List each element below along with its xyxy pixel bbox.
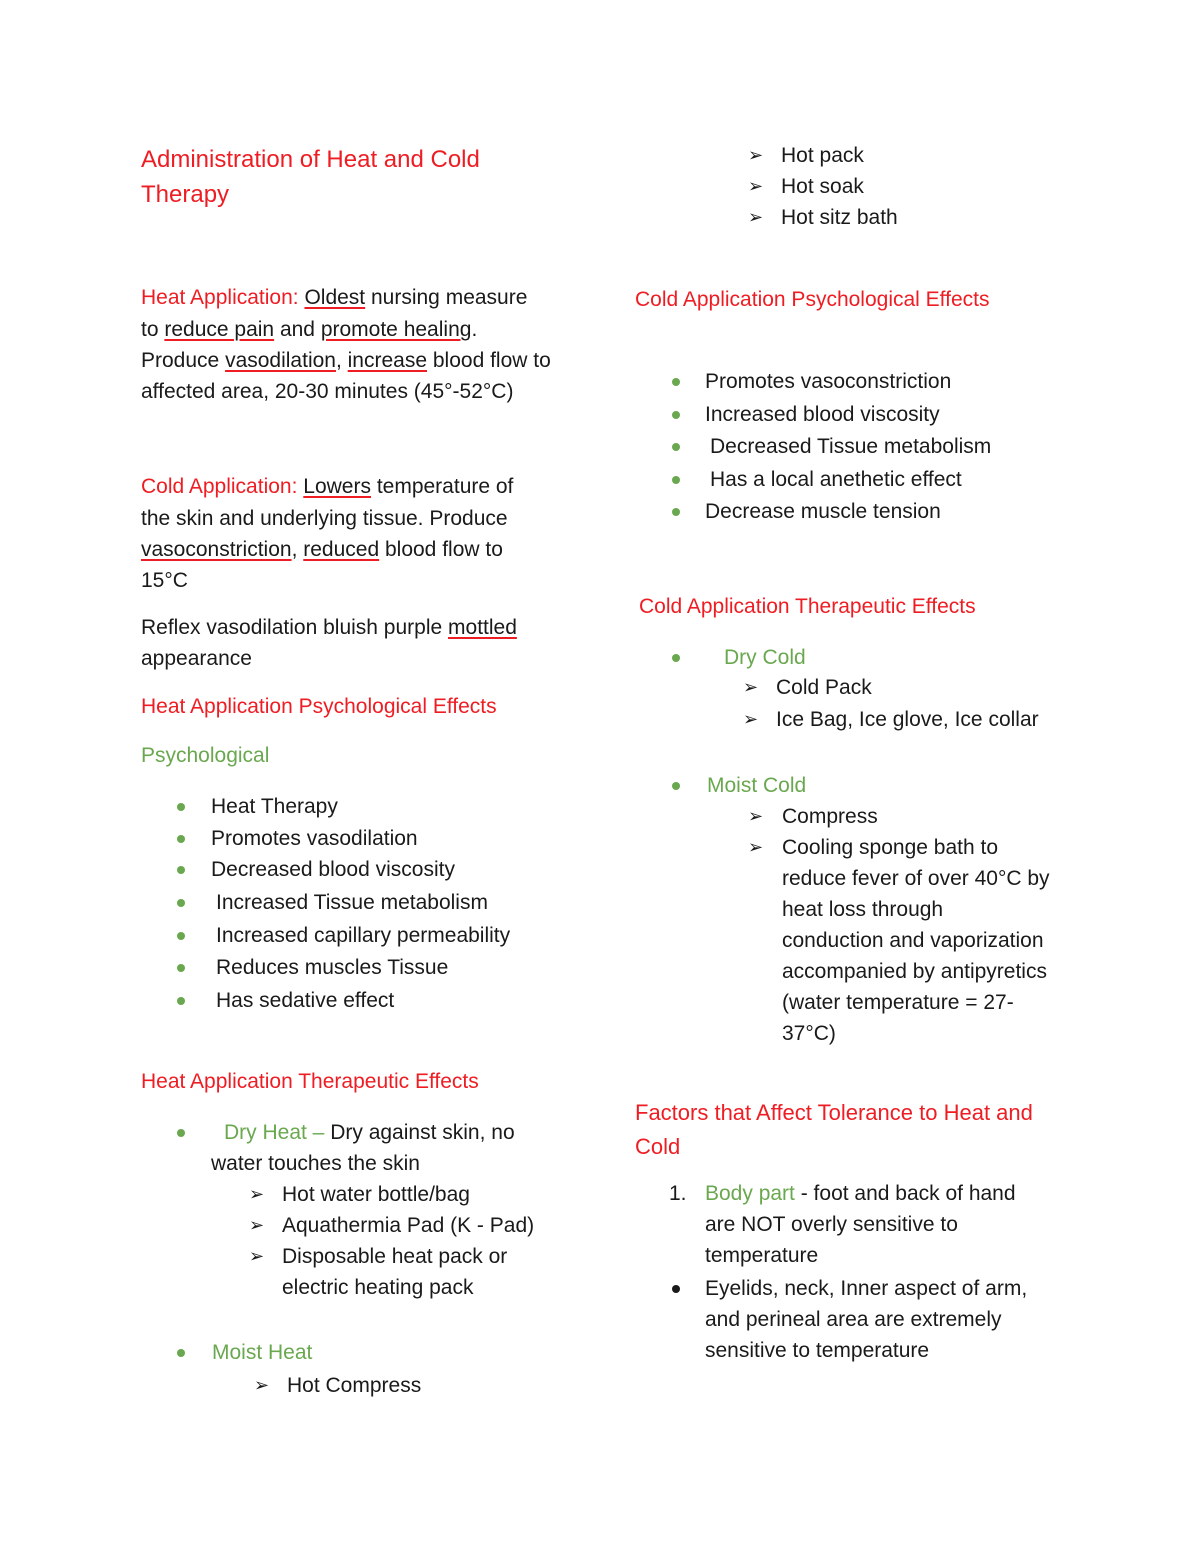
- section-heading: Factors that Affect Tolerance to Heat and: [635, 1100, 1033, 1125]
- section-heading: Heat Application Psychological Effects: [141, 695, 497, 718]
- sub-list-item-continuation: reduce fever of over 40°C by: [782, 867, 1050, 890]
- bullet-icon: [672, 508, 680, 516]
- text: blood flow to: [379, 538, 503, 561]
- arrow-bullet-icon: ➢: [748, 176, 764, 196]
- arrow-bullet-icon: ➢: [249, 1246, 265, 1266]
- sub-list-item: Hot pack: [781, 144, 864, 167]
- paragraph-line: affected area, 20-30 minutes (45°-52°C): [141, 380, 514, 403]
- cold-application-label: Cold Application:: [141, 475, 298, 498]
- bullet-icon: [672, 476, 680, 484]
- list-item: Increased blood viscosity: [705, 403, 940, 426]
- text: ,: [291, 538, 304, 561]
- text: Produce: [141, 349, 226, 372]
- bullet-icon: [177, 932, 185, 940]
- list-item: [224, 1117, 515, 1148]
- list-item-continuation: sensitive to temperature: [705, 1339, 930, 1362]
- list-item-continuation: are NOT overly sensitive to: [705, 1213, 958, 1236]
- bullet-icon: [672, 1285, 680, 1293]
- sub-list-item: Disposable heat pack or: [282, 1245, 508, 1268]
- sub-list-item-continuation: heat loss through: [782, 898, 944, 921]
- bullet-icon: [672, 443, 680, 451]
- sub-list-item-continuation: (water temperature = 27-: [782, 991, 1014, 1014]
- section-heading: Heat Application Therapeutic Effects: [141, 1070, 479, 1093]
- arrow-bullet-icon: ➢: [254, 1375, 270, 1395]
- sub-list-item-continuation: conduction and vaporization: [782, 929, 1044, 952]
- text: Dry against skin, no: [330, 1121, 515, 1144]
- paragraph-line: [141, 612, 517, 643]
- list-item: Increased capillary permeability: [216, 924, 511, 947]
- bullet-icon: [177, 803, 185, 811]
- section-heading: Cold Application Therapeutic Effects: [639, 595, 976, 618]
- text: - foot and back of hand: [794, 1182, 1016, 1205]
- list-item: Promotes vasoconstriction: [705, 370, 952, 393]
- list-item: [705, 1178, 1016, 1209]
- text: temperature of: [370, 475, 514, 498]
- list-item: Increased Tissue metabolism: [216, 891, 488, 914]
- list-item: Has a local anethetic effect: [710, 468, 962, 491]
- bullet-icon: [177, 964, 185, 972]
- paragraph-line: [141, 345, 551, 376]
- sub-list-item: Hot Compress: [287, 1374, 422, 1397]
- section-heading: Cold Application Psychological Effects: [635, 288, 990, 311]
- paragraph-line: [141, 471, 513, 502]
- sub-list-item: Hot sitz bath: [781, 206, 898, 229]
- sub-list-item: Hot soak: [781, 175, 864, 198]
- text: blood flow to: [427, 349, 551, 372]
- list-item-continuation: temperature: [705, 1244, 819, 1267]
- arrow-bullet-icon: ➢: [748, 806, 764, 826]
- bullet-icon: [672, 378, 680, 386]
- arrow-bullet-icon: ➢: [743, 709, 759, 729]
- moist-heat-label: Moist Heat: [212, 1341, 313, 1364]
- bullet-icon: [177, 997, 185, 1005]
- dry-cold-label: Dry Cold: [724, 646, 806, 669]
- title-line: Administration of Heat and Cold: [141, 146, 480, 173]
- list-item: Decreased Tissue metabolism: [710, 435, 992, 458]
- sub-list-item: Hot water bottle/bag: [282, 1183, 470, 1206]
- underlined-term: mottled: [448, 616, 517, 639]
- section-heading: Cold: [635, 1134, 681, 1159]
- list-item: Reduces muscles Tissue: [216, 956, 449, 979]
- arrow-bullet-icon: ➢: [743, 677, 759, 697]
- arrow-bullet-icon: ➢: [748, 145, 764, 165]
- moist-cold-label: Moist Cold: [707, 774, 807, 797]
- sub-list-item-continuation: 37°C): [782, 1022, 836, 1045]
- arrow-bullet-icon: ➢: [748, 207, 764, 227]
- paragraph-line: [141, 534, 503, 565]
- text: nursing measure: [365, 286, 528, 309]
- body-part-label: Body part: [705, 1182, 795, 1205]
- paragraph-line: the skin and underlying tissue. Produce: [141, 507, 508, 530]
- paragraph-line: [141, 314, 477, 345]
- list-item: Promotes vasodilation: [211, 827, 418, 850]
- list-item-continuation: water touches the skin: [211, 1152, 420, 1175]
- sub-list-item-continuation: accompanied by antipyretics: [782, 960, 1047, 983]
- underlined-term: Oldest: [304, 286, 366, 309]
- list-item-continuation: and perineal area are extremely: [705, 1308, 1002, 1331]
- list-item: Decreased blood viscosity: [211, 858, 455, 881]
- text: .: [471, 318, 478, 341]
- bullet-icon: [177, 1349, 185, 1357]
- paragraph-line: appearance: [141, 647, 252, 670]
- bullet-icon: [672, 411, 680, 419]
- bullet-icon: [177, 1129, 185, 1137]
- arrow-bullet-icon: ➢: [748, 837, 764, 857]
- sub-list-item: Aquathermia Pad (K - Pad): [282, 1214, 535, 1237]
- dry-heat-label: Dry Heat –: [224, 1121, 331, 1144]
- text: and: [274, 318, 321, 341]
- bullet-icon: [672, 782, 680, 790]
- paragraph-line: [141, 282, 527, 313]
- underlined-term: vasoconstriction: [141, 538, 292, 561]
- list-item: Decrease muscle tension: [705, 500, 941, 523]
- list-item: Has sedative effect: [216, 989, 395, 1012]
- bullet-icon: [177, 835, 185, 843]
- underlined-term: reduced: [303, 538, 380, 561]
- sub-list-item-continuation: electric heating pack: [282, 1276, 474, 1299]
- title-line: Therapy: [141, 181, 230, 208]
- list-number: 1.: [669, 1182, 687, 1205]
- bullet-icon: [177, 899, 185, 907]
- paragraph-line: 15°C: [141, 569, 188, 592]
- heat-application-label: Heat Application:: [141, 286, 299, 309]
- underlined-term: promote healing: [320, 318, 472, 341]
- section-subheading: Psychological: [141, 744, 270, 767]
- underlined-term: increase: [347, 349, 428, 372]
- underlined-term: Lowers: [303, 475, 371, 498]
- sub-list-item: Ice Bag, Ice glove, Ice collar: [776, 708, 1039, 731]
- arrow-bullet-icon: ➢: [249, 1184, 265, 1204]
- text: ,: [335, 349, 348, 372]
- list-item: Heat Therapy: [211, 795, 338, 818]
- text: Reflex vasodilation bluish purple: [141, 616, 449, 639]
- underlined-term: reduce pain: [164, 318, 275, 341]
- sub-list-item: Cooling sponge bath to: [782, 836, 998, 859]
- sub-list-item: Cold Pack: [776, 676, 872, 699]
- sub-list-item: Compress: [782, 805, 878, 828]
- list-item: Eyelids, neck, Inner aspect of arm,: [705, 1277, 1028, 1300]
- arrow-bullet-icon: ➢: [249, 1215, 265, 1235]
- bullet-icon: [672, 654, 680, 662]
- text: to: [141, 318, 165, 341]
- bullet-icon: [177, 866, 185, 874]
- underlined-term: vasodilation: [225, 349, 336, 372]
